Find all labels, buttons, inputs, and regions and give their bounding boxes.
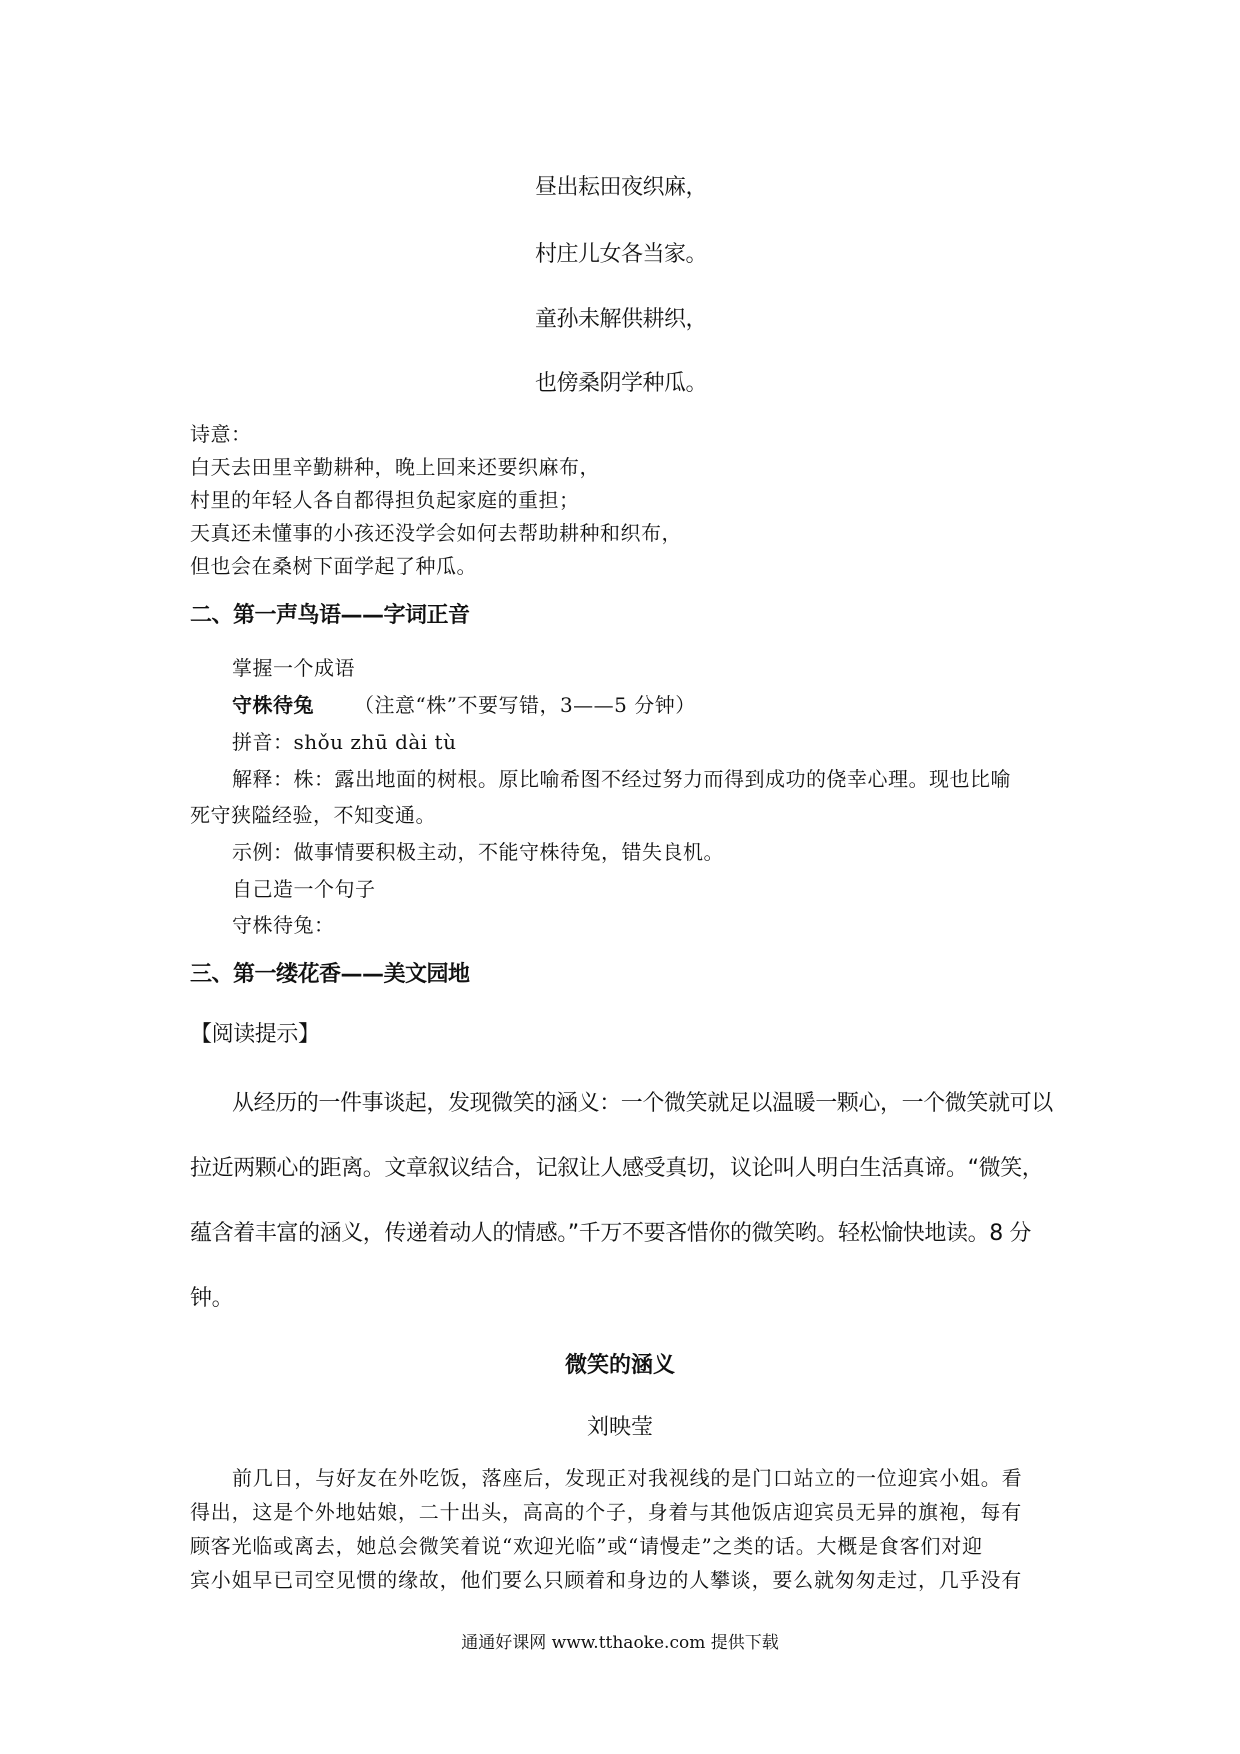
- essay-line: 顾客光临或离去，她总会微笑着说“欢迎光临”或“请慢走”之类的话。大概是食客们对迎: [190, 1534, 983, 1558]
- poem-line: 村庄儿女各当家。: [535, 242, 708, 267]
- essay-line: 前几日，与好友在外吃饭，落座后，发现正对我视线的是门口站立的一位迎宾小姐。看: [232, 1466, 1023, 1490]
- make-sentence-label: 自己造一个句子: [232, 877, 376, 901]
- meaning-line: 但也会在桑树下面学起了种瓜。: [190, 554, 477, 578]
- section-heading: 二、第一声鸟语——字词正音: [190, 603, 470, 628]
- essay-title: 微笑的涵义: [564, 1353, 675, 1378]
- pinyin-line: 拼音：shǒu zhū dài tù: [232, 730, 457, 754]
- meaning-label: 诗意：: [190, 422, 252, 446]
- poem-line: 昼出耘田夜织麻，: [535, 175, 708, 200]
- reading-tip-label: 【阅读提示】: [190, 1022, 320, 1047]
- sentence-prompt: 守株待兔：: [232, 913, 335, 937]
- poem-line: 童孙未解供耕织，: [535, 307, 708, 332]
- reading-tip-line: 蕴含着丰富的涵义，传递着动人的情感。”千万不要吝惜你的微笑哟。轻松愉快地读。8 分: [190, 1221, 1031, 1246]
- page-footer: 通通好课网 www.tthaoke.com 提供下载: [461, 1633, 779, 1653]
- reading-tip-line: 钟。: [190, 1286, 234, 1311]
- reading-tip-line: 从经历的一件事谈起，发现微笑的涵义：一个微笑就足以温暖一颗心，一个微笑就可以: [232, 1091, 1053, 1116]
- essay-author: 刘映莹: [586, 1415, 653, 1440]
- idiom-word: 守株待兔: [232, 693, 314, 717]
- master-idiom-label: 掌握一个成语: [232, 656, 355, 680]
- meaning-line: 白天去田里辛勤耕种，晚上回来还要织麻布，: [190, 455, 600, 479]
- essay-line: 得出，这是个外地姑娘，二十出头，高高的个子，身着与其他饭店迎宾员无异的旗袍，每有: [190, 1500, 1022, 1524]
- meaning-line: 村里的年轻人各自都得担负起家庭的重担；: [190, 488, 580, 512]
- example-line: 示例：做事情要积极主动，不能守株待兔，错失良机。: [232, 840, 724, 864]
- idiom-note: （注意“株”不要写错，3——5 分钟）: [354, 693, 696, 717]
- meaning-line: 天真还未懂事的小孩还没学会如何去帮助耕种和织布，: [190, 521, 682, 545]
- section-heading: 三、第一缕花香——美文园地: [190, 962, 470, 987]
- reading-tip-line: 拉近两颗心的距离。文章叙议结合，记叙让人感受真切，议论叫人明白生活真谛。“微笑，: [190, 1156, 1044, 1181]
- idiom-row: [232, 689, 696, 718]
- explanation-line: 死守狭隘经验，不知变通。: [190, 803, 436, 827]
- poem-line: 也傍桑阴学种瓜。: [535, 371, 708, 396]
- essay-line: 宾小姐早已司空见惯的缘故，他们要么只顾着和身边的人攀谈，要么就匆匆走过，几乎没有: [190, 1568, 1022, 1592]
- explanation-line: 解释：株：露出地面的树根。原比喻希图不经过努力而得到成功的侥幸心理。现也比喻: [232, 767, 1011, 791]
